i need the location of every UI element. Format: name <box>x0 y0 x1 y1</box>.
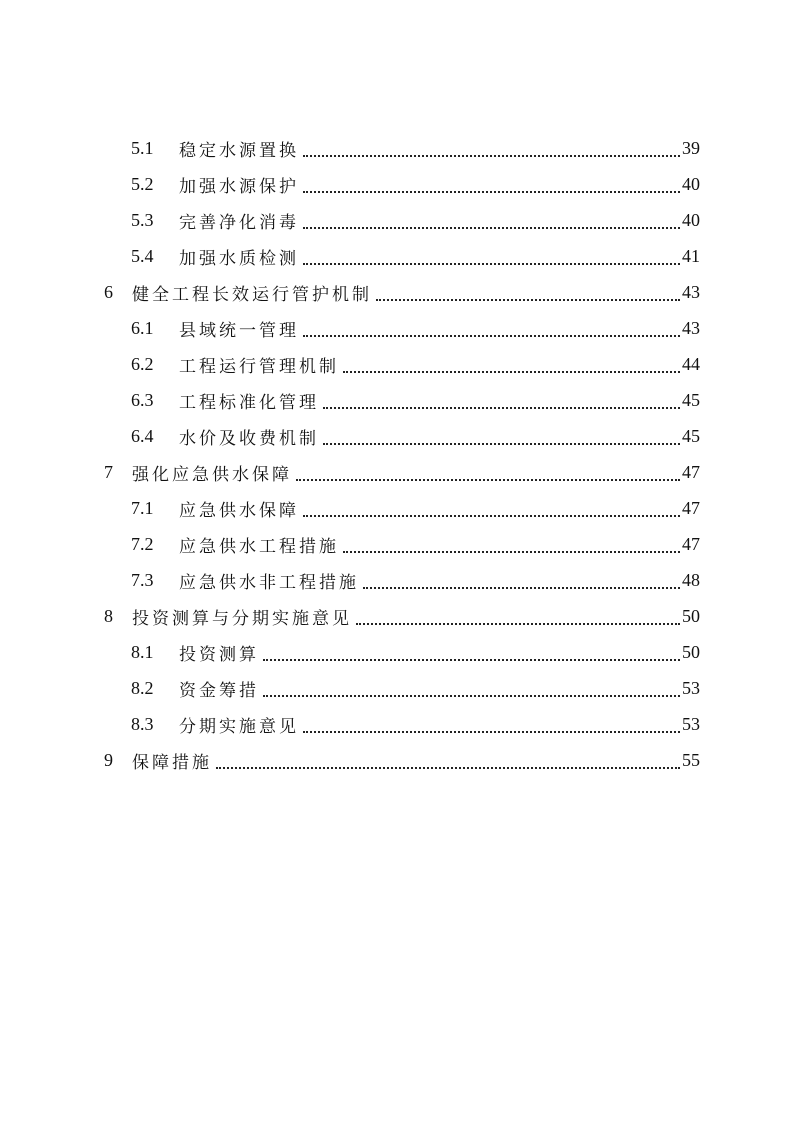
toc-leader-dots <box>363 569 680 589</box>
toc-leader-dots <box>376 281 680 301</box>
toc-entry-9[interactable] <box>104 742 700 778</box>
toc-entry-page: 44 <box>682 353 700 374</box>
toc-entry-6-2[interactable] <box>131 346 700 382</box>
toc-entry-6-3[interactable] <box>131 382 700 418</box>
toc-entry-number: 8.3 <box>131 713 154 734</box>
toc-entry-title: 分期实施意见 <box>179 716 299 737</box>
toc-entry-number: 8.2 <box>131 677 154 698</box>
toc-entry-title: 应急供水工程措施 <box>179 536 339 557</box>
toc-leader-dots <box>303 713 680 733</box>
toc-leader-dots <box>263 677 680 697</box>
toc-entry-5-2[interactable] <box>131 166 700 202</box>
toc-entry-number: 6.3 <box>131 389 154 410</box>
toc-entry-number: 7.2 <box>131 533 154 554</box>
toc-entry-5-4[interactable] <box>131 238 700 274</box>
toc-entry-5-3[interactable] <box>131 202 700 238</box>
toc-entry-title: 保障措施 <box>132 752 212 773</box>
toc-entry-number: 8 <box>104 605 113 626</box>
toc-entry-page: 43 <box>682 317 700 338</box>
toc-entry-6[interactable] <box>104 274 700 310</box>
toc-entry-page: 43 <box>682 281 700 302</box>
toc-entry-page: 50 <box>682 605 700 626</box>
toc-leader-dots <box>303 173 680 193</box>
toc-leader-dots <box>356 605 680 625</box>
toc-entry-page: 50 <box>682 641 700 662</box>
toc-entry-page: 48 <box>682 569 700 590</box>
toc-entry-page: 47 <box>682 497 700 518</box>
toc-entry-number: 6.4 <box>131 425 154 446</box>
toc-entry-page: 45 <box>682 389 700 410</box>
toc-entry-title: 应急供水非工程措施 <box>179 572 359 593</box>
toc-entry-title: 稳定水源置换 <box>179 140 299 161</box>
toc-leader-dots <box>296 461 680 481</box>
toc-leader-dots <box>216 749 680 769</box>
toc-entry-number: 5.4 <box>131 245 154 266</box>
toc-entry-number: 6 <box>104 281 113 302</box>
toc-entry-page: 53 <box>682 713 700 734</box>
toc-entry-title: 投资测算与分期实施意见 <box>132 608 352 629</box>
toc-leader-dots <box>303 245 680 265</box>
toc-entry-number: 5.1 <box>131 137 154 158</box>
toc-entry-number: 5.3 <box>131 209 154 230</box>
toc-entry-title: 健全工程长效运行管护机制 <box>132 284 372 305</box>
toc-entry-6-1[interactable] <box>131 310 700 346</box>
toc-entry-7[interactable] <box>104 454 700 490</box>
toc-leader-dots <box>303 209 680 229</box>
toc-entry-8-3[interactable] <box>131 706 700 742</box>
toc-entry-page: 47 <box>682 533 700 554</box>
toc-entry-title: 强化应急供水保障 <box>132 464 292 485</box>
toc-entry-8[interactable] <box>104 598 700 634</box>
toc-entry-8-1[interactable] <box>131 634 700 670</box>
toc-leader-dots <box>343 353 680 373</box>
toc-leader-dots <box>303 137 680 157</box>
toc-leader-dots <box>323 425 680 445</box>
toc-entry-7-2[interactable] <box>131 526 700 562</box>
toc-entry-number: 7.1 <box>131 497 154 518</box>
toc-entry-7-1[interactable] <box>131 490 700 526</box>
toc-leader-dots <box>303 497 680 517</box>
toc-entry-page: 41 <box>682 245 700 266</box>
toc-entry-number: 6.1 <box>131 317 154 338</box>
toc-entry-title: 完善净化消毒 <box>179 212 299 233</box>
toc-entry-page: 47 <box>682 461 700 482</box>
toc-entry-title: 投资测算 <box>179 644 259 665</box>
toc-entry-title: 工程标准化管理 <box>179 392 319 413</box>
toc-entry-8-2[interactable] <box>131 670 700 706</box>
toc-entry-page: 45 <box>682 425 700 446</box>
toc-entry-6-4[interactable] <box>131 418 700 454</box>
toc-entry-number: 7.3 <box>131 569 154 590</box>
toc-entry-page: 40 <box>682 209 700 230</box>
toc-entry-number: 5.2 <box>131 173 154 194</box>
toc-entry-7-3[interactable] <box>131 562 700 598</box>
toc-entry-title: 资金筹措 <box>179 680 259 701</box>
toc-entry-title: 水价及收费机制 <box>179 428 319 449</box>
toc-entry-page: 53 <box>682 677 700 698</box>
toc-leader-dots <box>263 641 680 661</box>
toc-entry-number: 7 <box>104 461 113 482</box>
toc-entry-number: 8.1 <box>131 641 154 662</box>
toc-entry-title: 加强水源保护 <box>179 176 299 197</box>
toc-entry-number: 6.2 <box>131 353 154 374</box>
toc-entry-page: 40 <box>682 173 700 194</box>
toc-entry-title: 工程运行管理机制 <box>179 356 339 377</box>
toc-entry-page: 55 <box>682 749 700 770</box>
toc-entry-page: 39 <box>682 137 700 158</box>
toc-entry-5-1[interactable] <box>131 130 700 166</box>
toc-entry-title: 应急供水保障 <box>179 500 299 521</box>
toc-entry-title: 县域统一管理 <box>179 320 299 341</box>
toc-leader-dots <box>343 533 680 553</box>
toc-leader-dots <box>323 389 680 409</box>
toc-leader-dots <box>303 317 680 337</box>
toc-entry-number: 9 <box>104 749 113 770</box>
toc-entry-title: 加强水质检测 <box>179 248 299 269</box>
